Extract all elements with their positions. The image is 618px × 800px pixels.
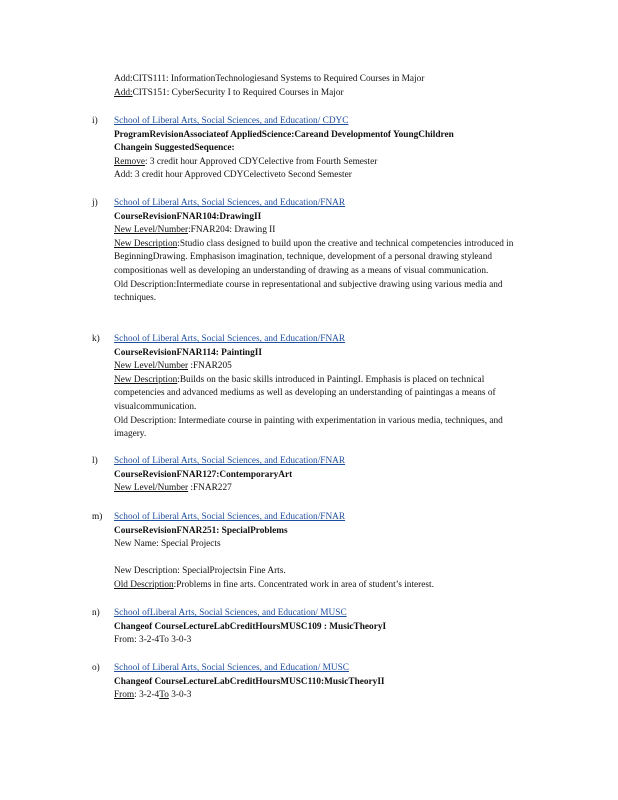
old-description: Old Description:Problems in fine arts. Concentrated work in area of student’s interest.: [114, 579, 434, 590]
section-label: j): [92, 198, 98, 208]
section-label: n): [92, 608, 100, 618]
section-title: CourseRevisionFNAR104:DrawingII: [114, 211, 262, 222]
section-title: CourseRevisionFNAR114: PaintingII: [114, 347, 262, 358]
section-title: Changeof CourseLectureLabCreditHoursMUSC109 : MusicTheoryI: [114, 621, 387, 632]
section-label: i): [92, 116, 98, 126]
school-link[interactable]: School of Liberal Arts, Social Sciences, and Education/FNAR: [114, 334, 346, 344]
from-to-line: From: 3-2-4To 3-0-3: [114, 635, 192, 646]
section-k: [92, 333, 592, 442]
remove-line: Remove: 3 credit hour Approved CDYCelective from Fourth Semester: [114, 156, 378, 167]
new-description: New Description:Builds on the basic skills introduced in PaintingI. Emphasis is placed on technical competencies and advanced mediums as well as developing an understanding of paintingas a means of visualcommunication.: [114, 374, 496, 412]
section-label: k): [92, 334, 100, 344]
old-description: Old Description: Intermediate course in painting with experimentation in various media, techniques, and imagery.: [114, 415, 503, 440]
add-line: Add: 3 credit hour Approved CDYCelectiveto Second Semester: [114, 170, 352, 181]
section-m: [92, 511, 592, 593]
school-link[interactable]: School of Liberal Arts, Social Sciences, and Education/FNAR: [114, 198, 346, 208]
new-level-line: New Level/Number :FNAR205: [114, 361, 232, 372]
section-n: [92, 607, 592, 648]
section-i: [92, 115, 592, 183]
new-level-line: New Level/Number :FNAR227: [114, 483, 232, 494]
new-description: New Description:Studio class designed to build upon the creative and technical competencies introduced in BeginningDrawing. Emphasison imagination, technique, development of a personal drawing styleand compositionas well as developing an understanding of drawing as a means of visual communication.: [114, 238, 514, 276]
new-description: New Description: SpecialProjectsin Fine Arts.: [114, 566, 286, 577]
intro-block: [114, 72, 594, 100]
section-label: m): [92, 512, 103, 522]
section-label: l): [92, 456, 98, 466]
section-l: [92, 455, 592, 496]
section-title: CourseRevisionFNAR127:ContemporaryArt: [114, 469, 293, 480]
section-subtitle: Changein SuggestedSequence:: [114, 143, 235, 154]
school-link[interactable]: School of Liberal Arts, Social Sciences, and Education/ CDYC: [114, 116, 349, 126]
school-link[interactable]: School ofLiberal Arts, Social Sciences, and Education/ MUSC: [114, 608, 347, 618]
school-link[interactable]: School of Liberal Arts, Social Sciences, and Education/ MUSC: [114, 663, 349, 673]
new-name-line: New Name: Special Projects: [114, 539, 221, 550]
section-o: [92, 662, 592, 703]
section-j: [92, 197, 592, 306]
school-link[interactable]: School of Liberal Arts, Social Sciences, and Education/FNAR: [114, 456, 346, 466]
school-link[interactable]: School of Liberal Arts, Social Sciences, and Education/FNAR: [114, 512, 346, 522]
blank-line: [114, 552, 592, 566]
section-title: Changeof CourseLectureLabCreditHoursMUSC110:MusicTheoryII: [114, 676, 385, 687]
new-level-line: New Level/Number:FNAR204: Drawing II: [114, 225, 276, 236]
from-to-line: From: 3-2-4To 3-0-3: [114, 690, 192, 701]
section-label: o): [92, 663, 100, 673]
intro-line-1: Add:CITS111: InformationTechnologiesand Systems to Required Courses in Major: [114, 74, 425, 84]
intro-line-2: Add:CITS151: CyberSecurity I to Required Courses in Major: [114, 88, 344, 98]
old-description: Old Description:Intermediate course in representational and subjective drawing using various media and techniques.: [114, 279, 503, 304]
section-title: ProgramRevisionAssociateof AppliedScience:Careand Developmentof YoungChildren: [114, 129, 454, 140]
section-title: CourseRevisionFNAR251: SpecialProblems: [114, 525, 288, 536]
